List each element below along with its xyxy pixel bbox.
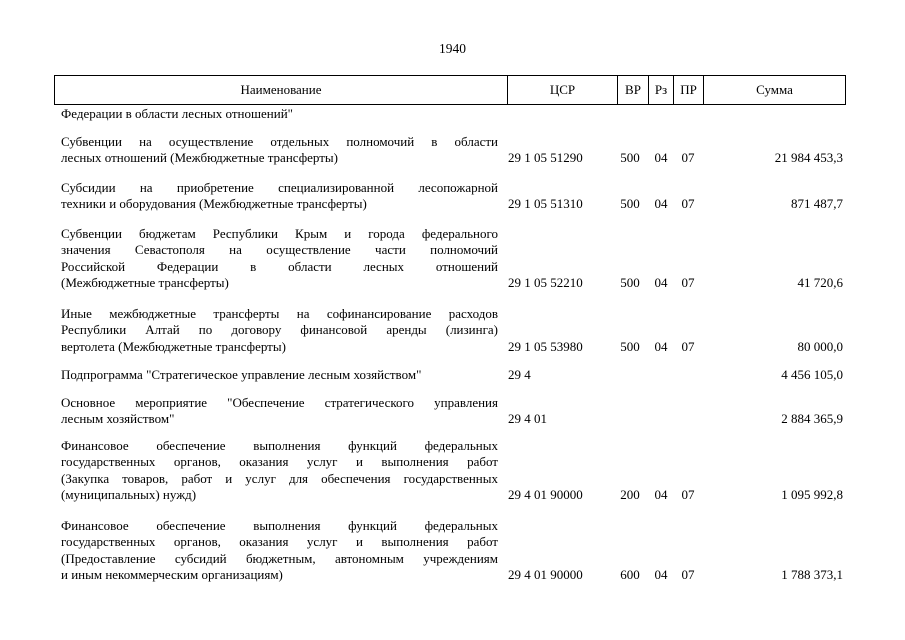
row-name-line: вертолета (Межбюджетные трансферты) bbox=[61, 338, 286, 354]
continuation-text: Федерации в области лесных отношений" bbox=[61, 106, 293, 121]
row-name bbox=[61, 134, 498, 167]
row-name-line: техники и оборудования (Межбюджетные трансферты) bbox=[61, 196, 367, 212]
row-sum: 871 487,7 bbox=[791, 196, 843, 212]
row-pr: 07 bbox=[681, 196, 695, 212]
row-name-line: Подпрограмма "Стратегическое управление лесным хозяйством" bbox=[61, 367, 422, 382]
row-name-line: и иным некоммерческим организациям) bbox=[61, 566, 283, 582]
header-vr: ВР bbox=[617, 76, 648, 104]
row-name bbox=[61, 367, 498, 383]
row-name-line: Субсидии на приобретение специализированной лесопожарной bbox=[61, 180, 498, 195]
row-csr: 29 4 01 90000 bbox=[508, 566, 583, 582]
row-name-line: значения Севастополя на осуществление части полномочий bbox=[61, 242, 498, 258]
header-pr: ПР bbox=[673, 76, 703, 104]
row-name-line: Республики Алтай по договору финансовой аренды (лизинга) bbox=[61, 322, 498, 338]
header-csr: ЦСР bbox=[507, 76, 617, 104]
row-csr: 29 4 01 bbox=[508, 411, 547, 427]
row-rz: 04 bbox=[654, 486, 668, 502]
header-rz: Рз bbox=[648, 76, 673, 104]
row-name-line: Основное мероприятие "Обеспечение стратегического управления bbox=[61, 395, 498, 410]
row-name bbox=[61, 306, 498, 355]
row-pr: 07 bbox=[681, 566, 695, 582]
row-name bbox=[61, 518, 498, 583]
row-pr: 07 bbox=[681, 486, 695, 502]
row-pr: 07 bbox=[681, 338, 695, 354]
row-name-line: лесных отношений (Межбюджетные трансферты) bbox=[61, 150, 338, 166]
row-name-line: (муниципальных) нужд) bbox=[61, 486, 197, 502]
row-pr: 07 bbox=[681, 274, 695, 290]
row-csr: 29 1 05 53980 bbox=[508, 338, 583, 354]
row-csr: 29 4 01 90000 bbox=[508, 486, 583, 502]
header-sum: Сумма bbox=[703, 76, 845, 104]
row-csr: 29 1 05 52210 bbox=[508, 274, 583, 290]
row-vr: 500 bbox=[620, 196, 640, 212]
row-csr: 29 4 bbox=[508, 367, 531, 382]
row-name-line: (Закупка товаров, работ и услуг для обеспечения государственных bbox=[61, 470, 498, 486]
row-csr: 29 1 05 51310 bbox=[508, 196, 583, 212]
row-csr: 29 1 05 51290 bbox=[508, 150, 583, 166]
row-sum: 1 788 373,1 bbox=[781, 566, 843, 582]
row-name bbox=[61, 438, 498, 503]
row-pr: 07 bbox=[681, 150, 695, 166]
row-name-line: Финансовое обеспечение выполнения функций федеральных bbox=[61, 518, 498, 533]
row-name bbox=[61, 226, 498, 291]
row-vr: 500 bbox=[620, 274, 640, 290]
row-name-line: Субвенции на осуществление отдельных полномочий в области bbox=[61, 134, 498, 149]
row-name-line: государственных органов, оказания услуг и выполнения работ bbox=[61, 534, 498, 550]
row-sum: 80 000,0 bbox=[797, 338, 843, 354]
row-sum: 21 984 453,3 bbox=[774, 150, 843, 166]
row-sum: 4 456 105,0 bbox=[781, 367, 843, 382]
row-sum: 2 884 365,9 bbox=[781, 411, 843, 427]
table-header bbox=[54, 75, 846, 105]
row-sum: 41 720,6 bbox=[797, 274, 843, 290]
row-name-line: (Предоставление субсидий бюджетным, автономным учреждениям bbox=[61, 550, 498, 566]
row-rz: 04 bbox=[654, 150, 668, 166]
header-name: Наименование bbox=[240, 82, 322, 97]
row-rz: 04 bbox=[654, 566, 668, 582]
row-name-line: лесным хозяйством" bbox=[61, 411, 175, 427]
row-name-line: государственных органов, оказания услуг и выполнения работ bbox=[61, 454, 498, 470]
row-rz: 04 bbox=[654, 338, 668, 354]
row-vr: 200 bbox=[620, 486, 640, 502]
row-vr: 600 bbox=[620, 566, 640, 582]
row-name bbox=[61, 180, 498, 213]
row-name-line: (Межбюджетные трансферты) bbox=[61, 274, 229, 290]
row-rz: 04 bbox=[654, 274, 668, 290]
row-rz: 04 bbox=[654, 196, 668, 212]
row-name-line: Финансовое обеспечение выполнения функций федеральных bbox=[61, 438, 498, 453]
row-name-line: Иные межбюджетные трансферты на софинансирование расходов bbox=[61, 306, 498, 321]
page-number: 1940 bbox=[439, 41, 466, 56]
row-name bbox=[61, 395, 498, 428]
row-sum: 1 095 992,8 bbox=[781, 486, 843, 502]
row-name-line: Российской Федерации в области лесных отношений bbox=[61, 258, 498, 274]
row-vr: 500 bbox=[620, 338, 640, 354]
row-vr: 500 bbox=[620, 150, 640, 166]
row-name-line: Субвенции бюджетам Республики Крым и города федерального bbox=[61, 226, 498, 241]
